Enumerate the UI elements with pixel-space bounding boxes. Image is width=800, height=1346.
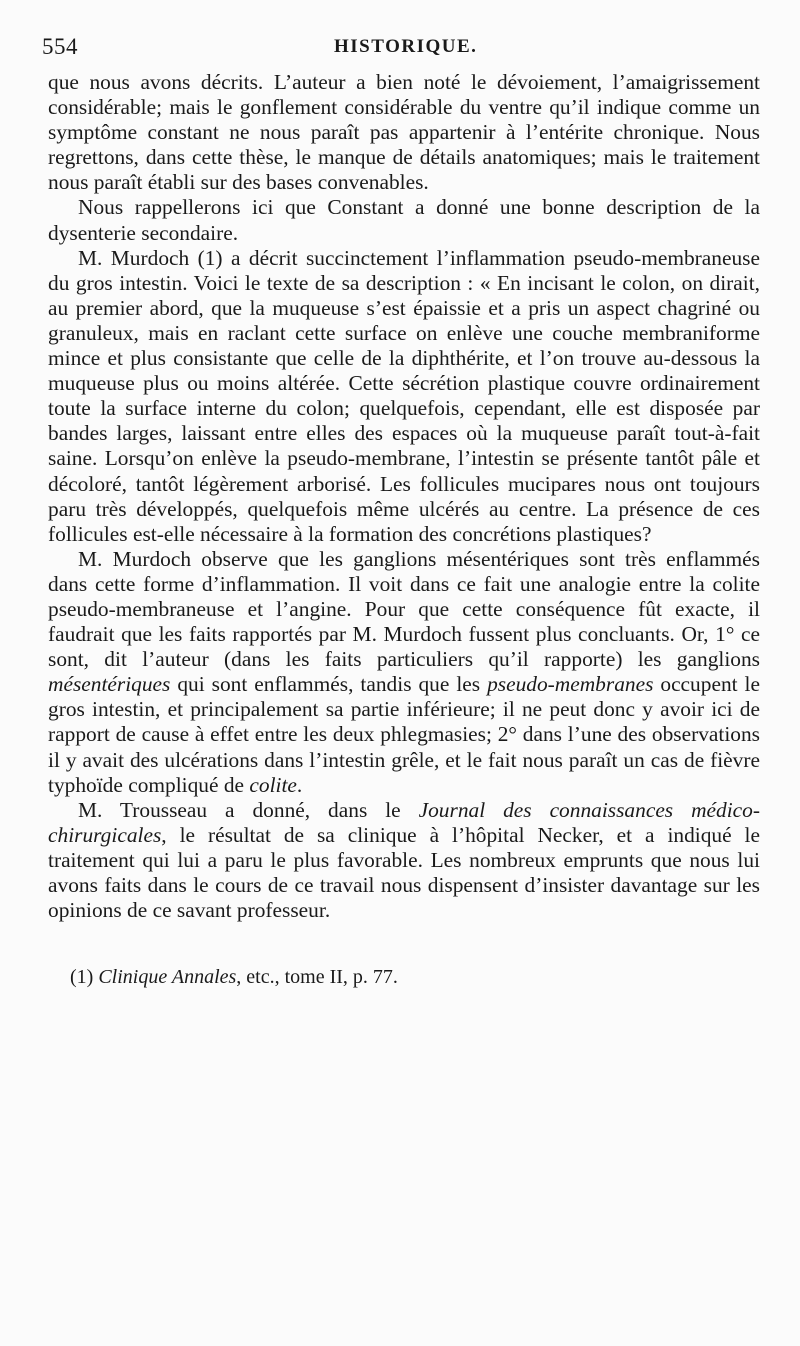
- paragraph: [48, 70, 760, 195]
- footnote: [48, 965, 760, 989]
- text-run: .: [296, 772, 303, 797]
- paragraph: [48, 547, 760, 798]
- text-run: , le résultat de sa clinique à l’hôpital Necker, et a indiqué le traitement qui lui a paru le plus favorable. Les nombreux emprunts que nous lui avons faits dans le cours de ce travail nous dispensent d’insister davantage sur les opinions de ce savant professeur.: [48, 822, 760, 923]
- italic-text: Journal des connaissances médico-chirurgicales: [48, 797, 760, 847]
- page-number: 554: [42, 34, 78, 59]
- text-run: Nous rappellerons ici que Constant a donné une bonne description de la dysenterie secondaire.: [48, 195, 760, 245]
- italic-text: Clinique Annales: [98, 966, 237, 989]
- paragraph: [48, 798, 760, 923]
- page-header: [42, 30, 762, 70]
- text-run: occupent le gros intestin, et principalement sa partie inférieure; il ne peut donc y avoir ici de rapport de cause à effet entre les deux phlegmasies; 2° dans l’une des observations il y avait des ulcérations dans l’intestin grêle, et le fait nous paraît un cas de fièvre typhoïde compliqué de: [48, 672, 760, 797]
- text-run: M. Trousseau a donné, dans le: [78, 797, 419, 822]
- italic-text: pseudo-membranes: [487, 672, 654, 697]
- footnote-separator: [48, 923, 760, 965]
- text-run: M. Murdoch observe que les ganglions mésentériques sont très enflammés dans cette forme d’inflammation. Il voit dans ce fait une analogie entre la colite pseudo-membraneuse et l’angine. Pour que cette conséquence fût exacte, il faudrait que les faits rapportés par M. Murdoch fussent plus concluants. Or, 1° ce sont, dit l’auteur (dans les faits particuliers qu’il rapporte) les ganglions: [48, 546, 760, 672]
- text-run: , etc., tome II, p. 77.: [236, 966, 398, 989]
- paragraph: [48, 195, 760, 245]
- paragraph: [48, 246, 760, 547]
- text-run: M. Murdoch (1) a décrit succinctement l’inflammation pseudo-membraneuse du gros intestin. Voici le texte de sa description : « En incisant le colon, on dirait, au premier abord, que la muqueuse s’est épaissie et a pris un aspect chagriné ou granuleux, mais en raclant cette surface on enlève une couche membraniforme mince et plus consistante que celle de la diphthérite, et l’on trouve au-dessous la muqueuse plus ou moins altérée. Cette sécrétion plastique couvre ordinairement toute la surface interne du colon; quelquefois, cependant, elle est disposée par bandes larges, laissant entre elles des espaces où la muqueuse paraît tout-à-fait saine. Lorsqu’on enlève la pseudo-membrane, l’intestin se présente tantôt pâle et décoloré, tantôt légèrement arborisé. Les follicules mucipares nous ont toujours paru très développés, quelquefois même ulcérés au centre. La présence de ces follicules est-elle nécessaire à la formation des concrétions plastiques?: [48, 245, 760, 546]
- running-title: HISTORIQUE.: [334, 36, 478, 57]
- text-run: que nous avons décrits. L’auteur a bien noté le dévoiement, l’amaigrissement considérable; mais le gonflement considérable du ventre qu’il indique comme un symptôme constant ne nous paraît pas appartenir à l’entérite chronique. Nous regrettons, dans cette thèse, le manque de détails anatomiques; mais le traitement nous paraît établi sur des bases convenables.: [48, 70, 760, 195]
- text-run: (1): [70, 966, 99, 989]
- body-text: [48, 70, 760, 989]
- italic-text: colite: [249, 772, 297, 797]
- italic-text: mésentériques: [48, 672, 171, 697]
- text-run: qui sont enflammés, tandis que les: [170, 672, 488, 697]
